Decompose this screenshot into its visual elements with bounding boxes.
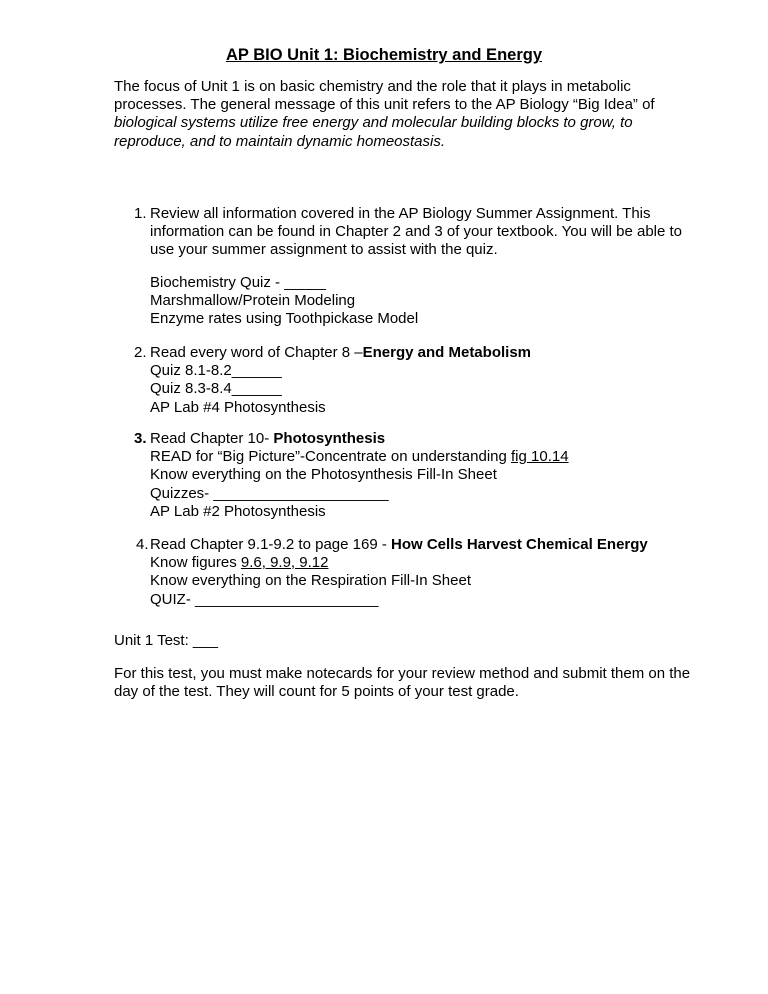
item-line: Know everything on the Photosynthesis Fill-In Sheet <box>150 466 497 484</box>
item-topic: Photosynthesis <box>273 430 386 447</box>
item-line: Quiz 8.1-8.2______ <box>150 362 282 380</box>
item-line: AP Lab #4 Photosynthesis <box>150 398 326 416</box>
item-number: 1. <box>134 205 147 222</box>
item-number: 4. <box>136 536 149 553</box>
item-line <box>150 344 531 362</box>
unit-test-line: Unit 1 Test: ___ <box>114 632 218 649</box>
item-line: use your summer assignment to assist with the quiz. <box>150 241 498 259</box>
item-line: QUIZ- ______________________ <box>150 590 379 608</box>
list-item-2 <box>150 344 531 417</box>
item-lead: READ for “Big Picture”-Concentrate on understanding <box>150 448 512 466</box>
item-lead: Read Chapter 9.1-9.2 to page 169 - <box>150 536 391 553</box>
task-line: Marshmallow/Protein Modeling <box>150 292 356 310</box>
item-topic: Energy and Metabolism <box>362 344 531 361</box>
closing-line: For this test, you must make notecards for your review method and submit them on the <box>114 665 691 682</box>
closing-line: day of the test. They will count for 5 points of your test grade. <box>114 683 519 701</box>
intro-line <box>114 133 655 151</box>
intro-line <box>114 114 655 132</box>
figure-reference: fig 10.14 <box>511 448 569 466</box>
intro-line: The focus of Unit 1 is on basic chemistry and the role that it plays in metabolic <box>114 78 631 95</box>
item-number: 3. <box>134 430 147 447</box>
task-line: Biochemistry Quiz - _____ <box>150 274 326 291</box>
item-lead: Read Chapter 10- <box>150 430 274 447</box>
item-line: information can be found in Chapter 2 and 3 of your textbook. You will be able to <box>150 223 683 241</box>
task-line: Enzyme rates using Toothpickase Model <box>150 310 419 328</box>
big-idea-text: biological systems utilize free energy and molecular building blocks to grow, to <box>114 114 633 132</box>
list-item-1 <box>150 205 682 260</box>
item-1-tasks <box>150 274 418 329</box>
list-item-3 <box>150 430 569 521</box>
item-topic: How Cells Harvest Chemical Energy <box>391 536 648 553</box>
item-line <box>150 430 569 448</box>
item-line: Know everything on the Respiration Fill-In Sheet <box>150 572 472 590</box>
item-line <box>150 554 648 572</box>
closing-paragraph <box>114 665 690 701</box>
intro-paragraph <box>114 78 655 151</box>
item-number: 2. <box>134 344 147 361</box>
figure-reference: 9.6, 9.9, 9.12 <box>240 554 329 572</box>
intro-line: processes. The general message of this unit refers to the AP Biology “Big Idea” of <box>114 96 655 114</box>
list-item-4 <box>150 536 648 609</box>
big-idea-text: reproduce, and to maintain dynamic homeostasis. <box>114 132 446 150</box>
item-line <box>150 448 569 466</box>
item-line: Quizzes- _____________________ <box>150 484 389 502</box>
item-line <box>150 536 648 554</box>
item-line: AP Lab #2 Photosynthesis <box>150 502 326 520</box>
item-lead: Know figures <box>150 554 241 572</box>
item-line: Quiz 8.3-8.4______ <box>150 380 282 398</box>
item-line: Review all information covered in the AP Biology Summer Assignment. This <box>150 205 651 222</box>
page-title: AP BIO Unit 1: Biochemistry and Energy <box>225 46 542 64</box>
item-lead: Read every word of Chapter 8 – <box>150 344 363 361</box>
